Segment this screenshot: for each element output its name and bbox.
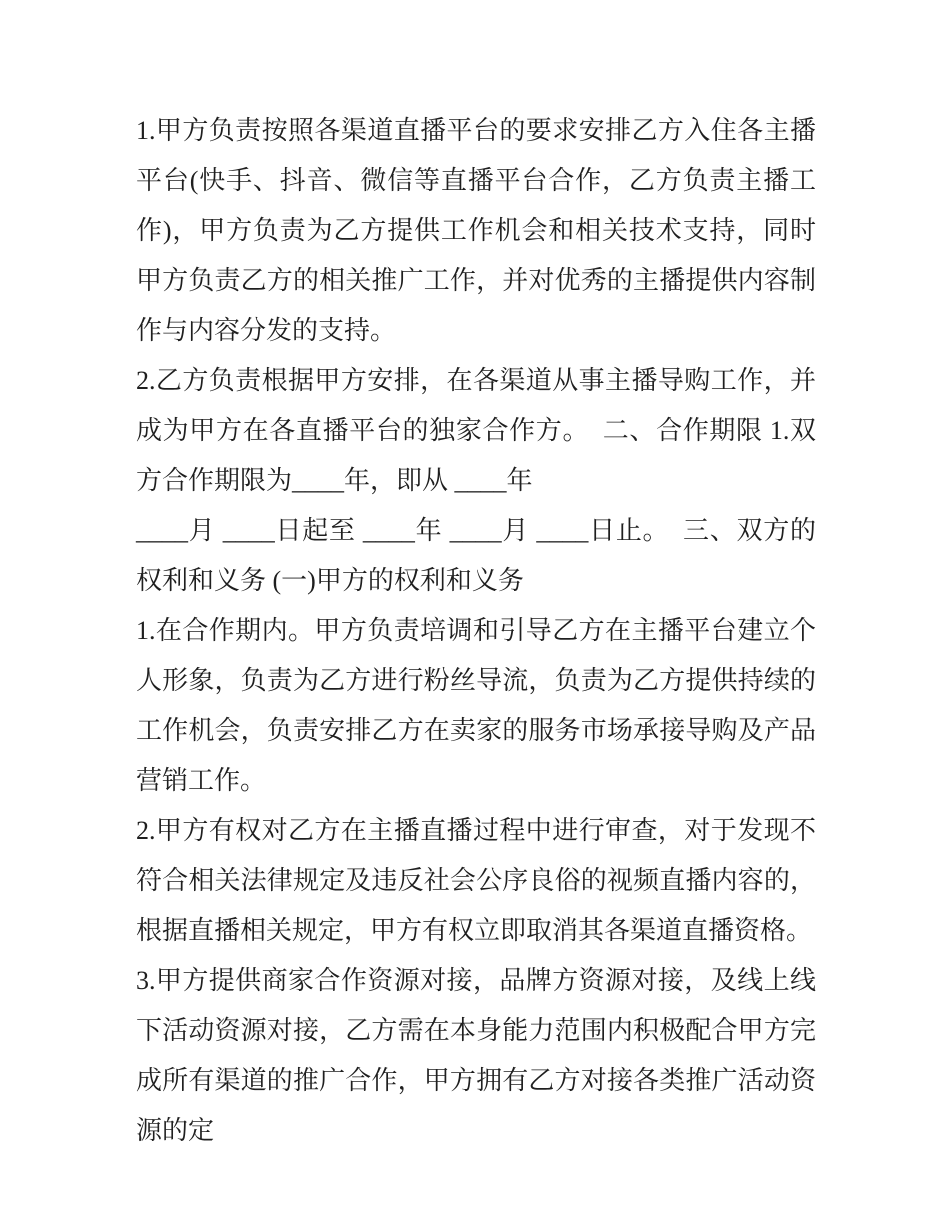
paragraph-party-a-right-2: 2.甲方有权对乙方在主播直播过程中进行审查，对于发现不符合相关法律规定及违反社会公序良俗的视频直播内容的，根据直播相关规定，甲方有权立即取消其各渠道直播资格。 (136, 816, 816, 945)
paragraph-term-dates-and-rights-heading: ____月 ____日起至 ____年 ____月 ____日止。 三、双方的权利和义务 (一)甲方的权利和义务 (136, 516, 816, 595)
paragraph-party-b-duty-and-term-start: 2.乙方负责根据甲方安排，在各渠道从事主播导购工作，并成为甲方在各直播平台的独家合作方。 二、合作期限 1.双方合作期限为____年，即从 ____年 (136, 366, 816, 495)
paragraph-party-a-right-1: 1.在合作期内。甲方负责培调和引导乙方在主播平台建立个人形象，负责为乙方进行粉丝导流，负责为乙方提供持续的工作机会，负责安排乙方在卖家的服务市场承接导购及产品营销工作。 (136, 616, 816, 795)
paragraph-party-a-right-3: 3.甲方提供商家合作资源对接，品牌方资源对接，及线上线下活动资源对接，乙方需在本身能力范围内积极配合甲方完成所有渠道的推广合作，甲方拥有乙方对接各类推广活动资源的定 (136, 966, 816, 1145)
paragraph-party-a-platform-duty: 1.甲方负责按照各渠道直播平台的要求安排乙方入住各主播平台(快手、抖音、微信等直播平台合作，乙方负责主播工作)，甲方负责为乙方提供工作机会和相关技术支持，同时甲方负责乙方的相关推广工作，并对优秀的主播提供内容制作与内容分发的支持。 (136, 116, 816, 345)
